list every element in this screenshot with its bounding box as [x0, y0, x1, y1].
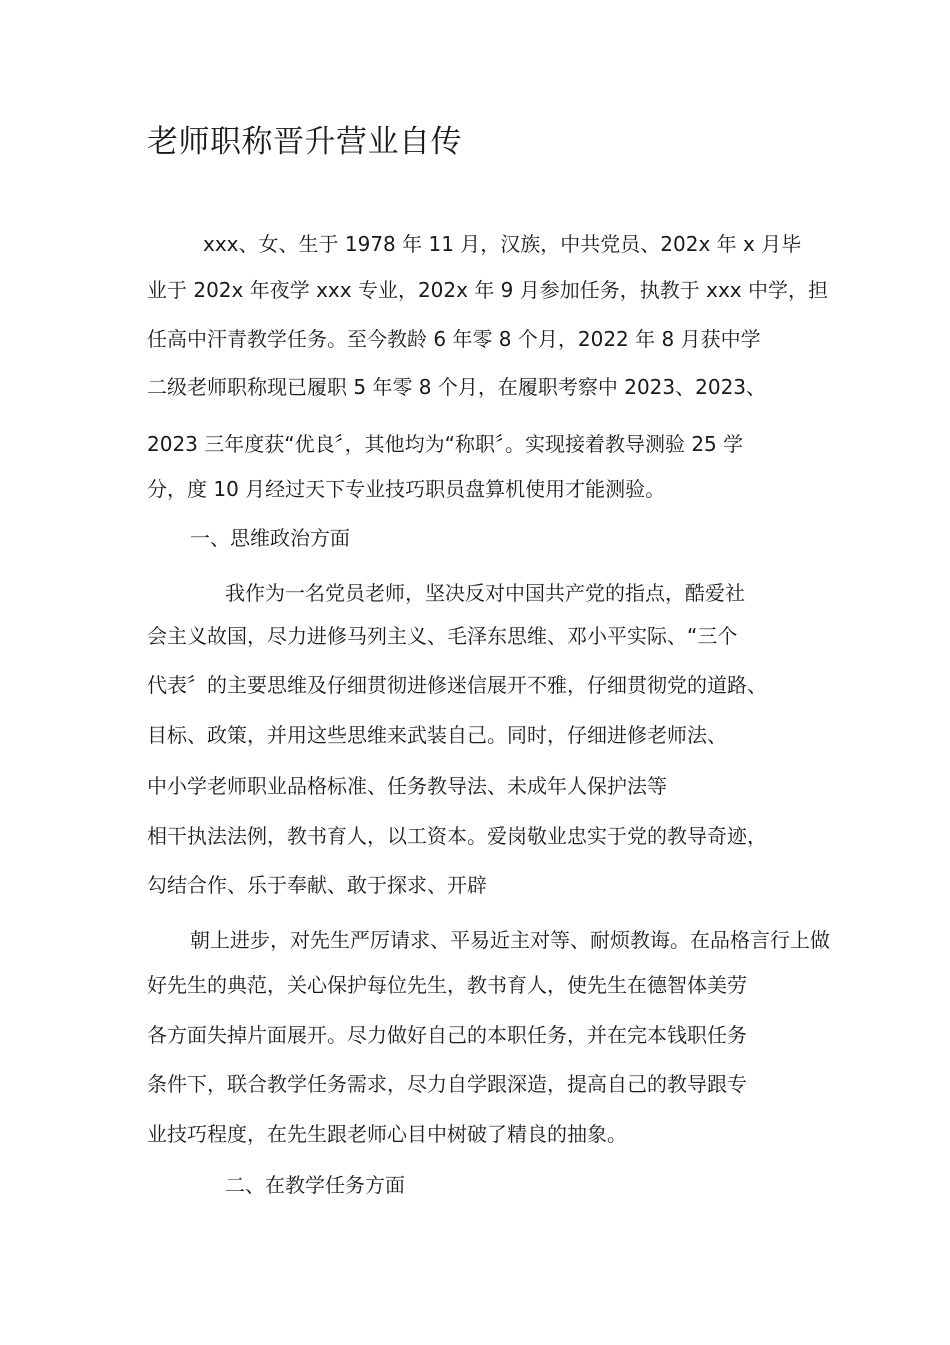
paragraph-line: 业技巧程度，在先生跟老师心目中树破了精良的抽象。: [147, 1122, 627, 1146]
paragraph-line: 中小学老师职业品格标准、任务教导法、未成年人保护法等: [147, 774, 667, 798]
paragraph-line: 好先生的典范，关心保护每位先生，教书育人，使先生在德智体美劳: [147, 973, 747, 997]
paragraph-line: 朝上进步，对先生严厉请求、平易近主对等、耐烦教诲。在品格言行上做: [190, 928, 830, 952]
document-title: 老师职称晋升营业自传: [147, 124, 462, 160]
paragraph-line: 代表〞的主要思维及仔细贯彻进修迷信展开不雅，仔细贯彻党的道路、: [147, 673, 767, 697]
paragraph-line: 勾结合作、乐于奉献、敢于探求、开辟: [147, 873, 487, 897]
paragraph-line: 各方面失掉片面展开。尽力做好自己的本职任务，并在完本钱职任务: [147, 1023, 747, 1047]
section-heading: 一、思维政治方面: [190, 526, 350, 550]
paragraph-line: 会主义故国，尽力进修马列主义、毛泽东思维、邓小平实际、“三个: [147, 624, 738, 648]
paragraph-line: 二级老师职称现已履职 5 年零 8 个月，在履职考察中 2023、2023、: [147, 375, 767, 399]
paragraph-line: 业于 202x 年夜学 xxx 专业，202x 年 9 月参加任务，执教于 xxx 中学，担: [147, 278, 828, 302]
paragraph-line: 目标、政策，并用这些思维来武装自己。同时，仔细进修老师法、: [147, 723, 727, 747]
paragraph-line: 条件下，联合教学任务需求，尽力自学跟深造，提高自己的教导跟专: [147, 1072, 747, 1096]
section-heading: 二、在教学任务方面: [225, 1173, 405, 1197]
paragraph-line: 相干执法法例，教书育人，以工资本。爱岗敬业忠实于党的教导奇迹，: [147, 824, 767, 848]
paragraph-line: 我作为一名党员老师，坚决反对中国共产党的指点，酷爱社: [225, 581, 745, 605]
paragraph-line: 2023 三年度获“优良〞，其他均为“称职〞。实现接着教导测验 25 学: [147, 432, 744, 456]
paragraph-line: 分，度 10 月经过天下专业技巧职员盘算机使用才能测验。: [147, 477, 666, 501]
paragraph-line: xxx、女、生于 1978 年 11 月，汉族，中共党员、202x 年 x 月毕: [203, 232, 802, 256]
paragraph-line: 任高中汗青教学任务。至今教龄 6 年零 8 个月，2022 年 8 月获中学: [147, 327, 761, 351]
